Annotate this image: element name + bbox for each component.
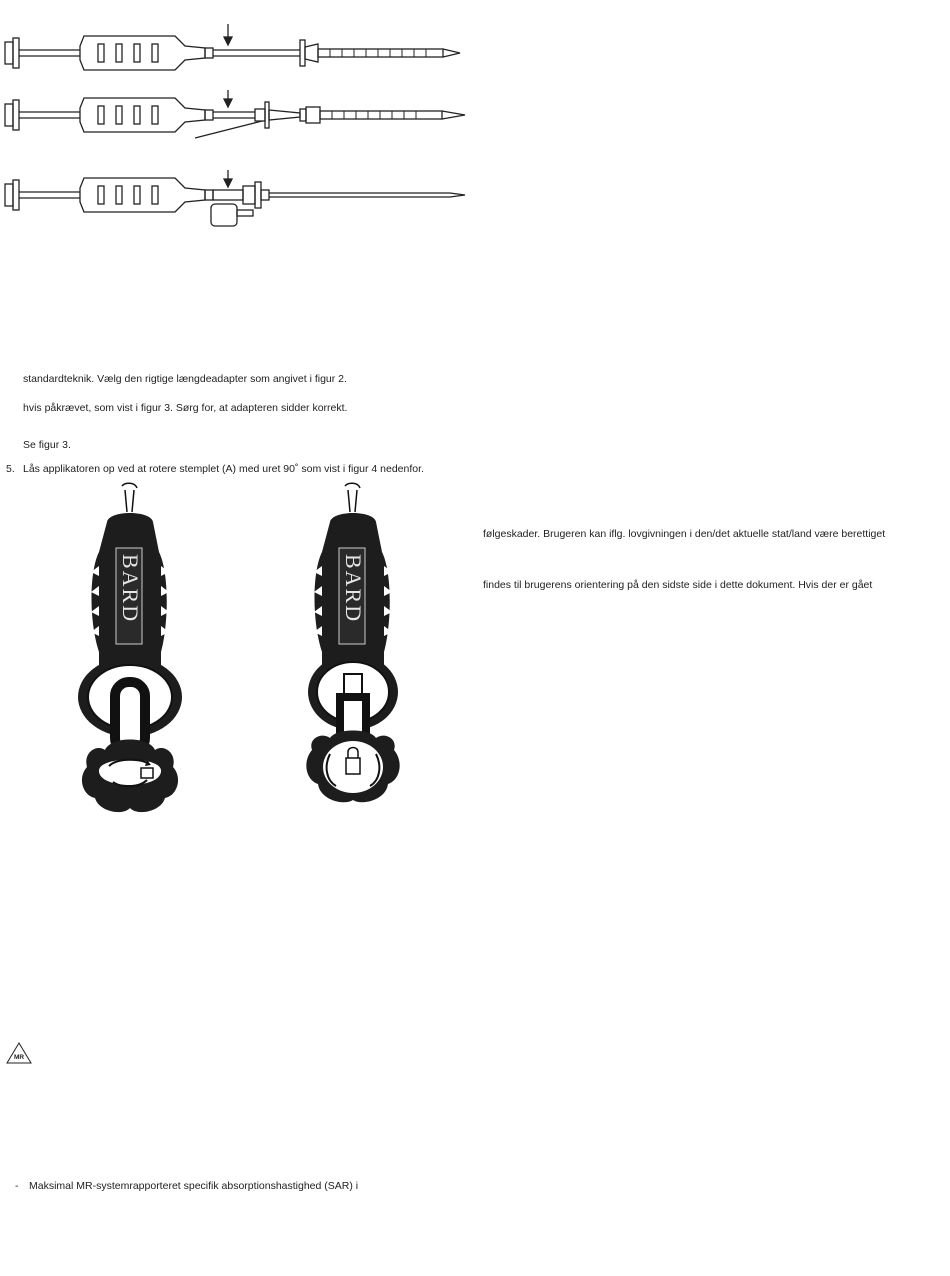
instruction-line-2: hvis påkrævet, som vist i figur 3. Sørg for, at adapteren sidder korrekt. (23, 402, 348, 414)
instruction-line-3: Se figur 3. (23, 439, 71, 451)
applicator-diagram-1 (0, 20, 470, 90)
right-column-line-1: følgeskader. Brugeren kan iflg. lovgivningen i den/det aktuelle stat/land være berettiget (483, 528, 886, 540)
bullet-marker: - (15, 1180, 19, 1192)
bullet-sar-text: Maksimal MR-systemrapporteret specifik absorptionshastighed (SAR) i (29, 1180, 359, 1192)
applicator-handle-locked (77, 482, 187, 817)
mr-icon-label: MR (13, 1054, 25, 1061)
step-5-text: Lås applikatoren op ved at rotere stemplet (A) med uret 90˚ som vist i figur 4 nedenfor. (23, 463, 424, 475)
brand-logo-unlocked: BARD (341, 554, 366, 624)
right-column-line-2: findes til brugerens orientering på den sidste side i dette dokument. Hvis der er gået (483, 579, 873, 591)
step-5-number: 5. (6, 463, 15, 475)
mr-conditional-icon (6, 1042, 32, 1064)
applicator-diagram-2 (0, 88, 470, 148)
instruction-line-1: standardteknik. Vælg den rigtige længdeadapter som angivet i figur 2. (23, 373, 347, 385)
brand-logo-locked: BARD (118, 554, 143, 624)
applicator-handle-unlocked (300, 482, 410, 817)
applicator-diagram-3 (0, 160, 470, 230)
